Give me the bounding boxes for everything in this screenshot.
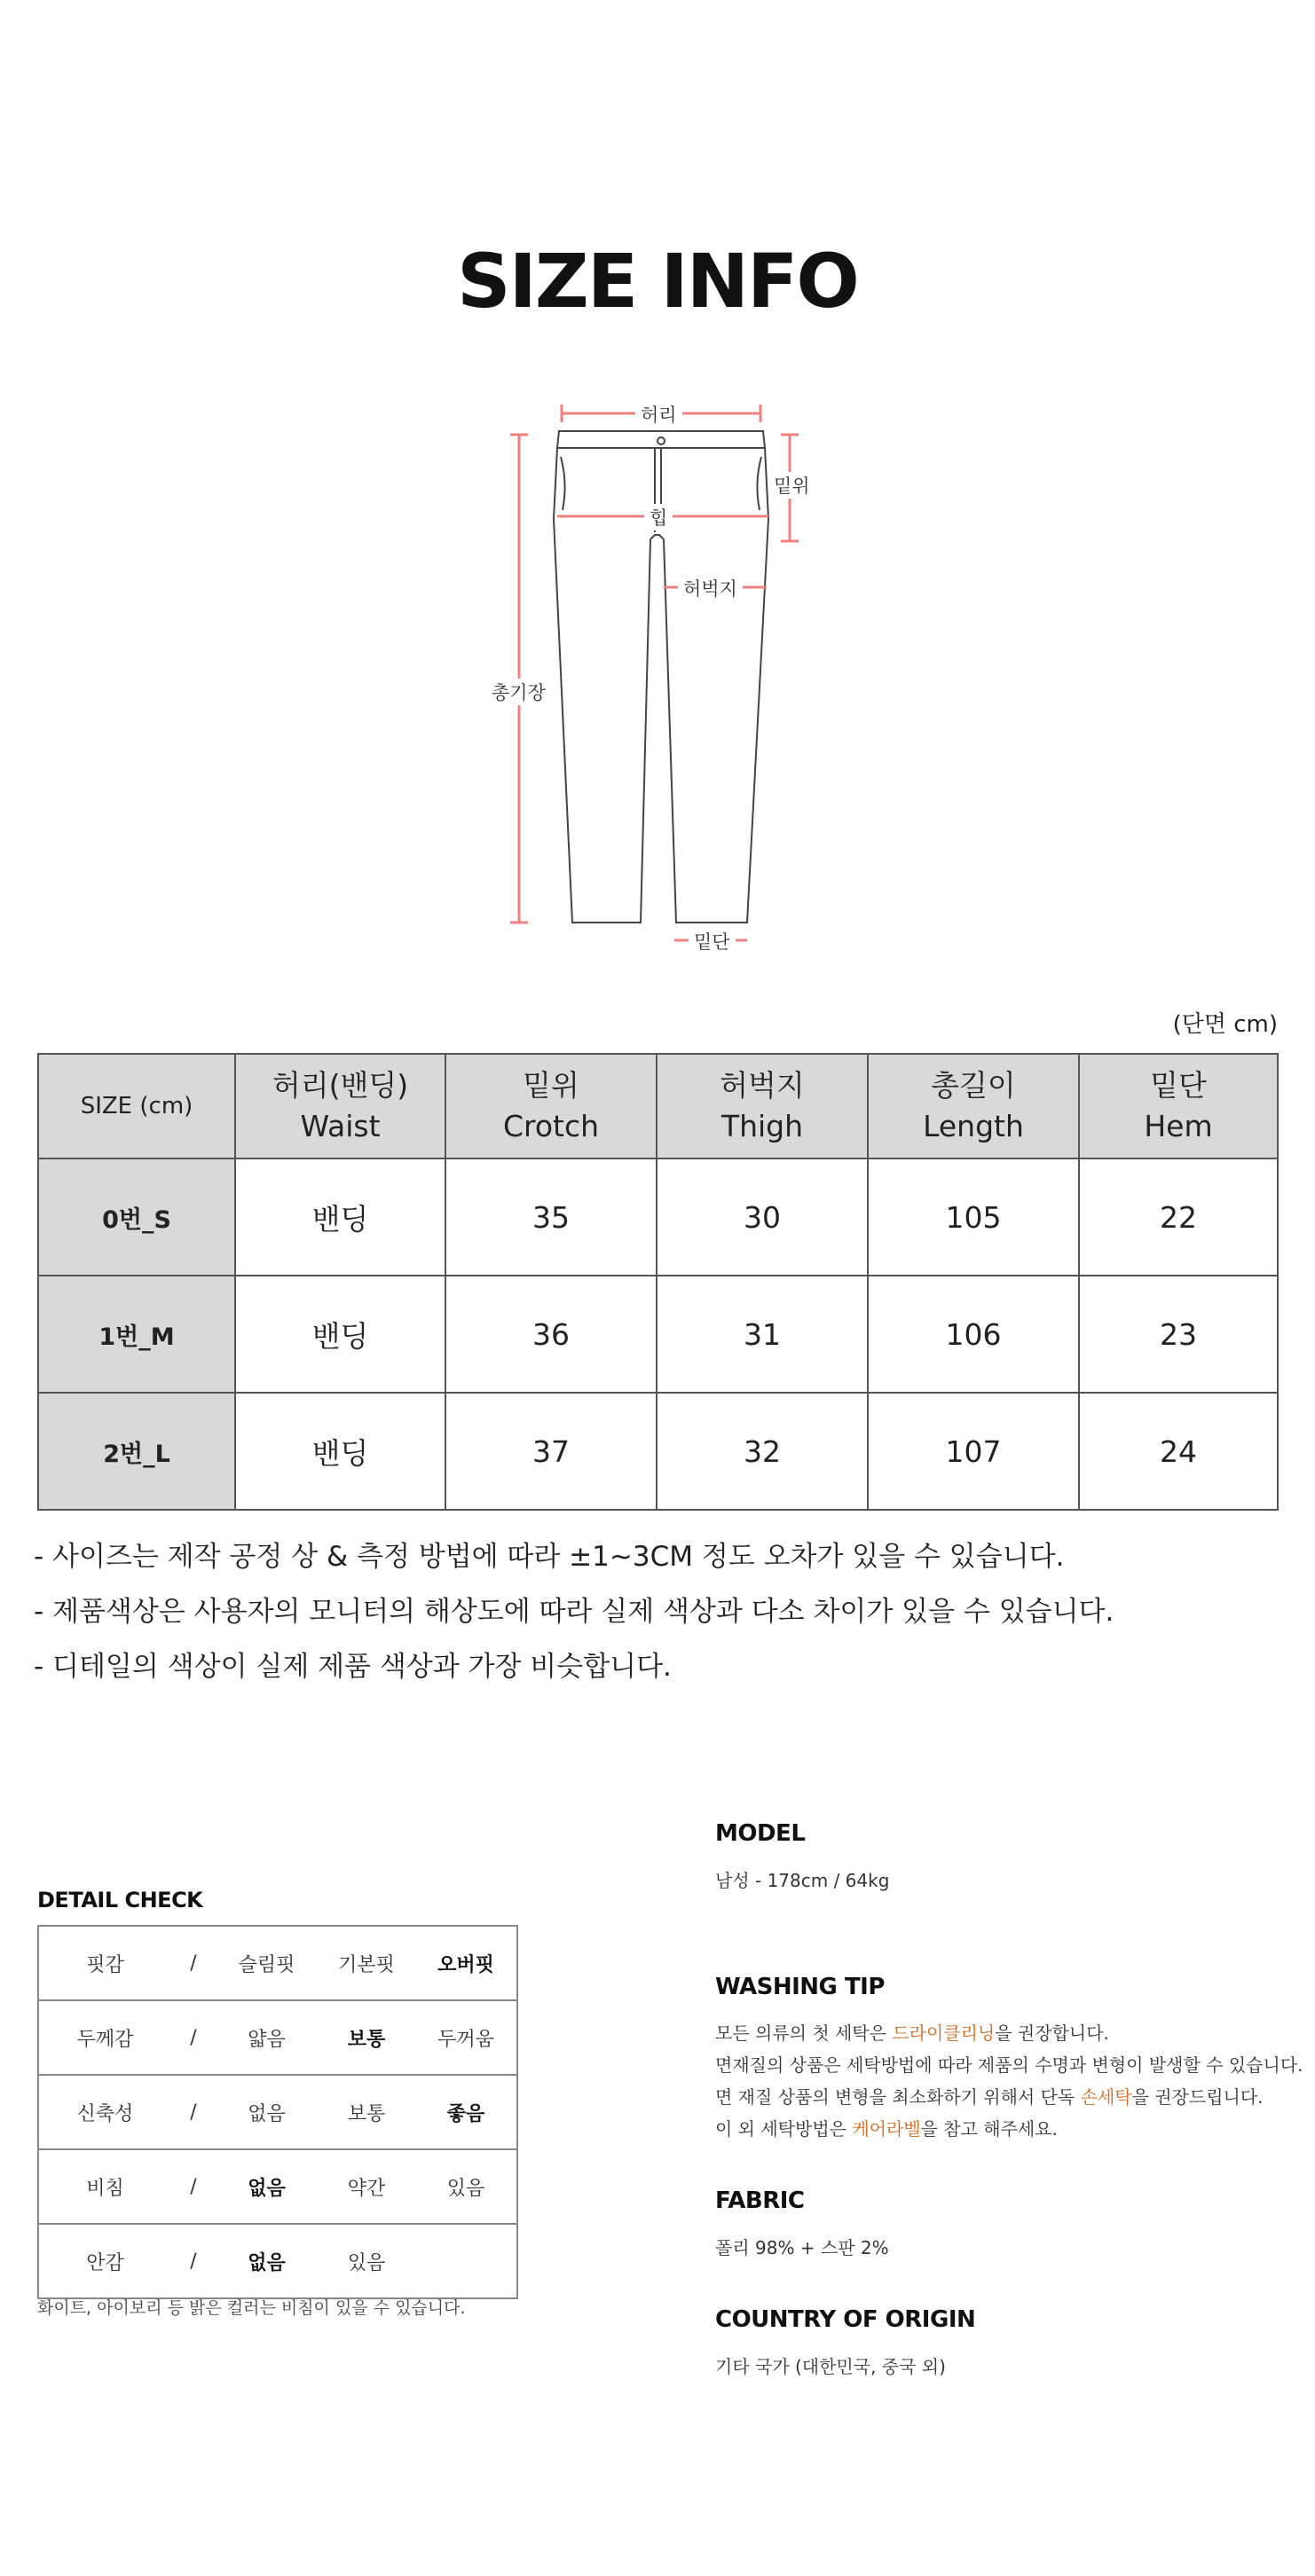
- detail-option: 약간: [318, 2149, 415, 2224]
- detail-separator: /: [171, 2224, 216, 2298]
- table-cell: 밴딩: [235, 1393, 445, 1510]
- model-heading: MODEL: [715, 1820, 806, 1847]
- table-cell: 밴딩: [235, 1276, 445, 1393]
- washing-line: 이 외 세탁방법은 케어라벨을 참고 해주세요.: [715, 2118, 1058, 2140]
- pants-outline: [0, 0, 1315, 976]
- washing-heading: WASHING TIP: [715, 1974, 885, 2000]
- detail-row: [38, 1926, 517, 2000]
- header-thigh: 허벅지 Thigh: [657, 1054, 868, 1158]
- pants-diagram: [0, 0, 1315, 976]
- table-cell: 밴딩: [235, 1158, 445, 1276]
- detail-option-selected: 오버핏: [415, 1926, 517, 2000]
- table-cell: 106: [868, 1276, 1079, 1393]
- detail-option-selected: 없음: [216, 2224, 318, 2298]
- table-cell: 22: [1079, 1158, 1278, 1276]
- size-label: 0번_S: [38, 1158, 235, 1276]
- header-waist: 허리(밴딩) Waist: [235, 1054, 445, 1158]
- detail-check-table: [37, 1925, 518, 2299]
- table-cell: 31: [657, 1276, 868, 1393]
- size-table-header: [38, 1054, 1278, 1158]
- detail-option: 얇음: [216, 2000, 318, 2075]
- detail-option: 보통: [318, 2075, 415, 2149]
- table-cell: 24: [1079, 1393, 1278, 1510]
- washing-highlight: 드라이클리닝: [892, 2022, 996, 2044]
- note-item: - 디테일의 색상이 실제 제품 색상과 가장 비슷합니다.: [34, 1651, 672, 1683]
- label-hem: 밑단: [689, 928, 736, 954]
- label-length: 총기장: [486, 679, 551, 705]
- detail-row: [38, 2224, 517, 2298]
- table-row: [38, 1276, 1278, 1393]
- detail-option: [415, 2224, 517, 2298]
- table-cell: 36: [445, 1276, 657, 1393]
- origin-heading: COUNTRY OF ORIGIN: [715, 2306, 976, 2333]
- table-cell: 23: [1079, 1276, 1278, 1393]
- detail-option: 있음: [415, 2149, 517, 2224]
- washing-line: 면재질의 상품은 세탁방법에 따라 제품의 수명과 변형이 발생할 수 있습니다.: [715, 2054, 1303, 2076]
- header-size: SIZE (cm): [38, 1054, 235, 1158]
- header-length: 총길이 Length: [868, 1054, 1079, 1158]
- detail-option: 슬림핏: [216, 1926, 318, 2000]
- detail-label: 핏감: [38, 1926, 171, 2000]
- label-thigh: 허벅지: [678, 575, 743, 601]
- detail-check-title: DETAIL CHECK: [37, 1888, 203, 1912]
- detail-option: 기본핏: [318, 1926, 415, 2000]
- header-crotch: 밑위 Crotch: [445, 1054, 657, 1158]
- fabric-text: 폴리 98% + 스판 2%: [715, 2237, 889, 2258]
- detail-label: 안감: [38, 2224, 171, 2298]
- table-cell: 37: [445, 1393, 657, 1510]
- detail-footnote: 화이트, 아이보리 등 밝은 컬러는 비침이 있을 수 있습니다.: [37, 2298, 466, 2318]
- page-title: SIZE INFO: [457, 238, 858, 325]
- washing-line: 면 재질 상품의 변형을 최소화하기 위해서 단독 손세탁을 권장드립니다.: [715, 2086, 1264, 2108]
- model-text: 남성 - 178cm / 64kg: [715, 1870, 890, 1891]
- detail-row: [38, 2149, 517, 2224]
- table-cell: 105: [868, 1158, 1079, 1276]
- header-hem: 밑단 Hem: [1079, 1054, 1278, 1158]
- size-label: 1번_M: [38, 1276, 235, 1393]
- detail-option: 없음: [216, 2075, 318, 2149]
- label-hip: 힙: [644, 504, 673, 530]
- size-notes: [34, 1539, 1114, 1704]
- detail-row: [38, 2075, 517, 2149]
- detail-label: 비침: [38, 2149, 171, 2224]
- detail-option-selected: 없음: [216, 2149, 318, 2224]
- detail-separator: /: [171, 1926, 216, 2000]
- note-item: - 사이즈는 제작 공정 상 & 측정 방법에 따라 ±1~3CM 정도 오차가 있을 수 있습니다.: [34, 1541, 1065, 1573]
- note-item: - 제품색상은 사용자의 모니터의 해상도에 따라 실제 색상과 다소 차이가 있을 수 있습니다.: [34, 1596, 1114, 1628]
- detail-separator: /: [171, 2075, 216, 2149]
- size-label: 2번_L: [38, 1393, 235, 1510]
- detail-option-selected: 좋음: [415, 2075, 517, 2149]
- detail-option-selected: 보통: [318, 2000, 415, 2075]
- detail-label: 신축성: [38, 2075, 171, 2149]
- washing-highlight: 손세탁: [1080, 2086, 1132, 2108]
- detail-row: [38, 2000, 517, 2075]
- table-row: [38, 1158, 1278, 1276]
- size-table: [37, 1053, 1279, 1511]
- table-row: [38, 1393, 1278, 1510]
- detail-option: 두꺼움: [415, 2000, 517, 2075]
- unit-note: (단면 cm): [1172, 1011, 1278, 1038]
- origin-text: 기타 국가 (대한민국, 중국 외): [715, 2356, 946, 2377]
- detail-separator: /: [171, 2149, 216, 2224]
- table-cell: 30: [657, 1158, 868, 1276]
- fabric-heading: FABRIC: [715, 2187, 805, 2214]
- table-cell: 35: [445, 1158, 657, 1276]
- label-crotch: 밑위: [768, 472, 815, 499]
- washing-highlight: 케어라벨: [852, 2118, 921, 2140]
- detail-option: 있음: [318, 2224, 415, 2298]
- detail-separator: /: [171, 2000, 216, 2075]
- washing-line: 모든 의류의 첫 세탁은 드라이클리닝을 권장합니다.: [715, 2022, 1109, 2044]
- table-cell: 32: [657, 1393, 868, 1510]
- detail-label: 두께감: [38, 2000, 171, 2075]
- label-waist: 허리: [635, 401, 682, 428]
- table-cell: 107: [868, 1393, 1079, 1510]
